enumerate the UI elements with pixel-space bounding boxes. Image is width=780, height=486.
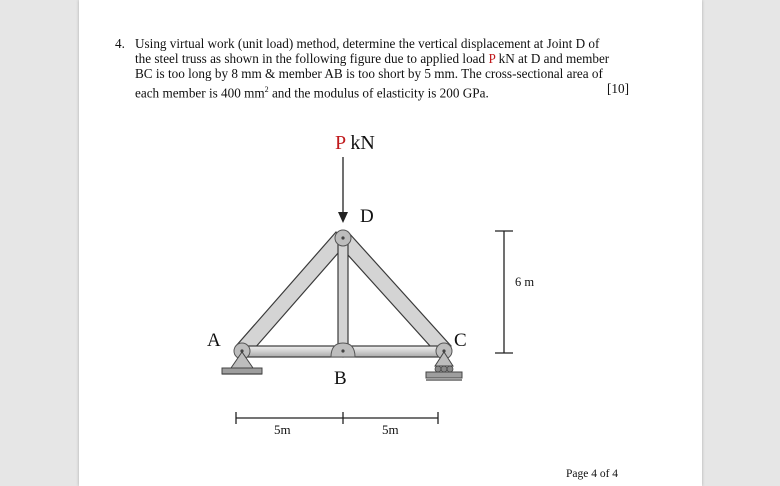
joint-label-c: C (454, 330, 467, 351)
member-db (338, 238, 348, 354)
span-label-right: 5m (382, 422, 399, 437)
question-line-1: Using virtual work (unit load) method, determine the vertical displacement at Joint D of (135, 36, 600, 51)
area-unit-superscript: 2 (264, 84, 269, 94)
member-ad (236, 232, 346, 357)
joint-label-b: B (334, 368, 347, 389)
truss-members (236, 232, 451, 357)
truss-figure (79, 0, 702, 486)
question-line-3: BC is too long by 8 mm & member AB is too short by 5 mm. The cross-sectional area of (135, 66, 603, 82)
height-dimension (495, 231, 513, 353)
question-number: 4. (115, 36, 125, 51)
joint-label-a: A (207, 330, 221, 351)
height-dimension-label: 6 m (515, 275, 535, 289)
member-bc (343, 346, 445, 357)
question-line-2: the steel truss as shown in the following figure due to applied load P kN at D and member (135, 51, 610, 67)
load-label: P kN (335, 132, 375, 154)
load-arrow (338, 157, 348, 223)
member-dc (338, 232, 451, 357)
document-page (79, 0, 702, 486)
joint-label-d: D (360, 206, 374, 227)
span-label-left: 5m (274, 422, 291, 437)
load-symbol: P (488, 51, 496, 67)
member-ab (243, 346, 343, 357)
span-dimension (236, 412, 438, 424)
page-footer: Page 4 of 4 (566, 468, 619, 480)
question-line-4: each member is 400 $mm^2$ and the modulus of elasticity is 200 GPa. (135, 84, 489, 100)
marks-label: [10] (607, 81, 629, 96)
